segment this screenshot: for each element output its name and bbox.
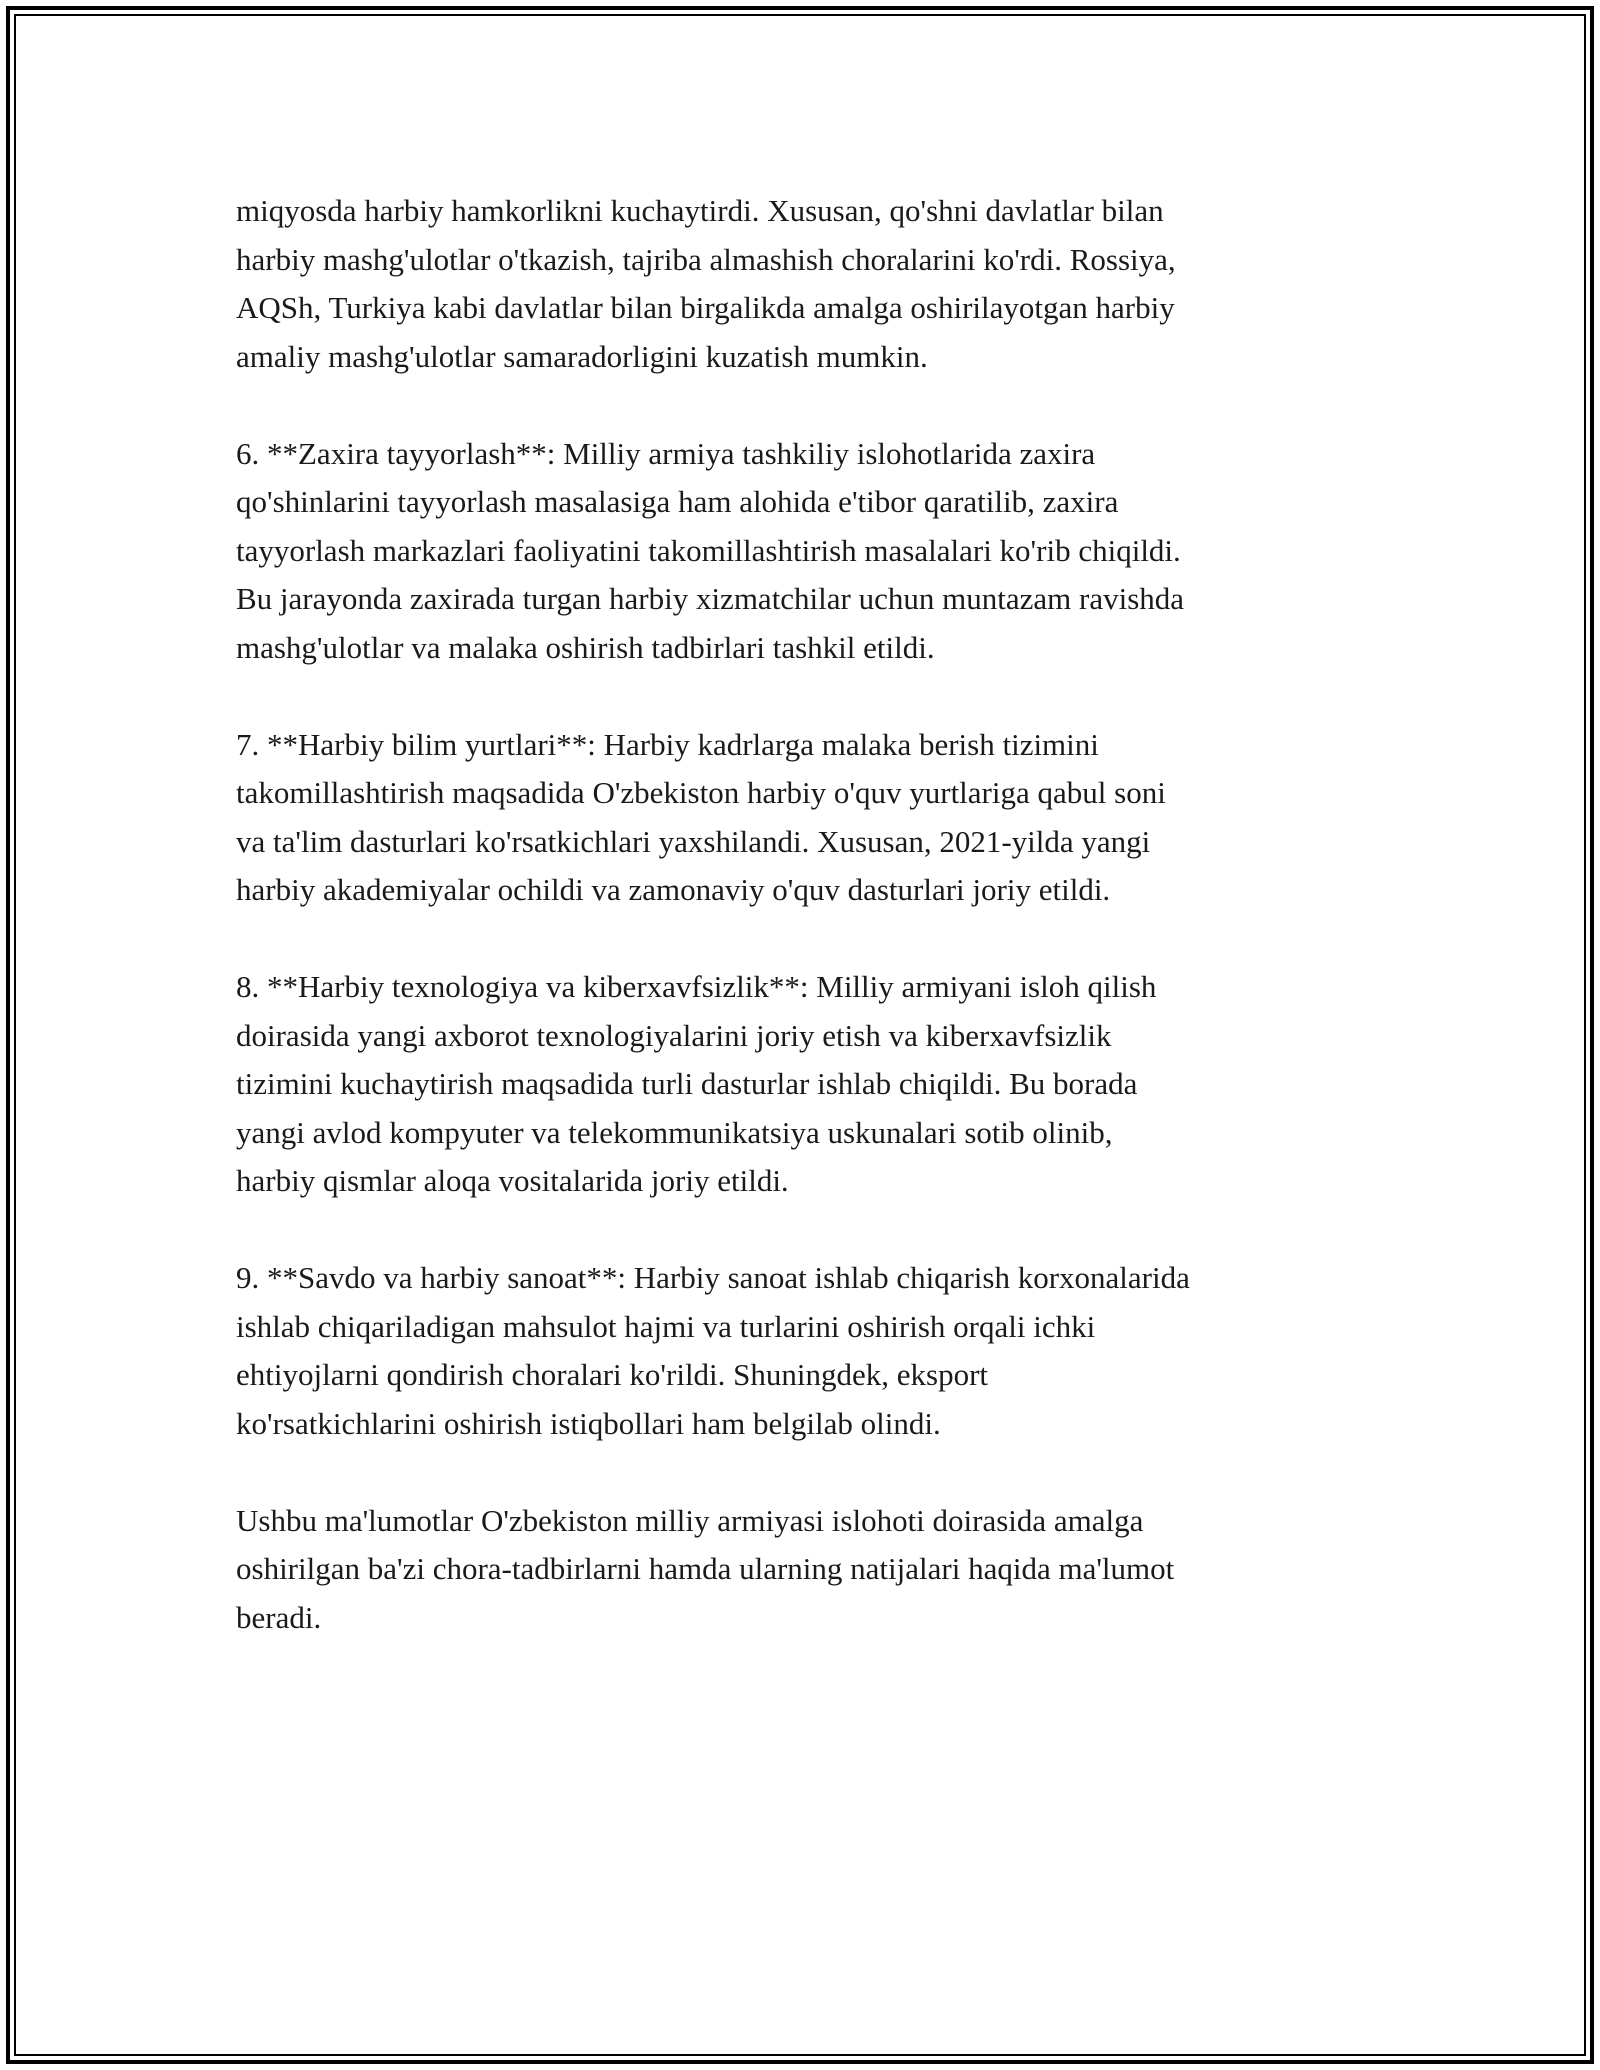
paragraph-conclusion: Ushbu ma'lumotlar O'zbekiston milliy armiyasi islohoti doirasida amalga oshirilgan ba'zi chora-tadbirlarni hamda ularning natijalari haqida ma'lumot beradi. [236, 1502, 1175, 1635]
paragraph-item-9: 9. **Savdo va harbiy sanoat**: Harbiy sanoat ishlab chiqarish korxonalarida ishlab chiqariladigan mahsulot hajmi va turlarini oshirish orqali ichki ehtiyojlarni qondirish choralari ko'rildi. Shuningdek, eksport ko'rsatkichlarini oshirish istiqbollari ham belgilab olindi. [236, 1260, 1190, 1441]
paragraph-intro-continuation: miqyosda harbiy hamkorlikni kuchaytirdi. Xususan, qo'shni davlatlar bilan harbiy mashg'ulotlar o'tkazish, tajriba almashish choralarini ko'rdi. Rossiya, AQSh, Turkiya kabi davlatlar bilan birgalikda amalga oshirilayotgan harbiy amaliy mashg'ulotlar samaradorligini kuzatish mumkin. [236, 193, 1176, 374]
paragraph-item-6: 6. **Zaxira tayyorlash**: Milliy armiya tashkiliy islohotlarida zaxira qo'shinlarini tayyorlash masalasiga ham alohida e'tibor qaratilib, zaxira tayyorlash markazlari faoliyatini takomillashtirish masalalari ko'rib chiqildi. Bu jarayonda zaxirada turgan harbiy xizmatchilar uchun muntazam ravishda mashg'ulotlar va malaka oshirish tadbirlari tashkil etildi. [236, 435, 1185, 665]
document-body [236, 187, 1386, 1642]
paragraph-item-8: 8. **Harbiy texnologiya va kiberxavfsizlik**: Milliy armiyani isloh qilish doirasida yangi axborot texnologiyalarini joriy etish va kiberxavfsizlik tizimini kuchaytirish maqsadida turli dasturlar ishlab chiqildi. Bu borada yangi avlod kompyuter va telekommunikatsiya uskunalari sotib olinib, harbiy qismlar aloqa vositalarida joriy etildi. [236, 969, 1157, 1198]
paragraph-item-7: 7. **Harbiy bilim yurtlari**: Harbiy kadrlarga malaka berish tizimini takomillashtirish maqsadida O'zbekiston harbiy o'quv yurtlariga qabul soni va ta'lim dasturlari ko'rsatkichlari yaxshilandi. Xususan, 2021-yilda yangi harbiy akademiyalar ochildi va zamonaviy o'quv dasturlari joriy etildi. [236, 726, 1166, 907]
